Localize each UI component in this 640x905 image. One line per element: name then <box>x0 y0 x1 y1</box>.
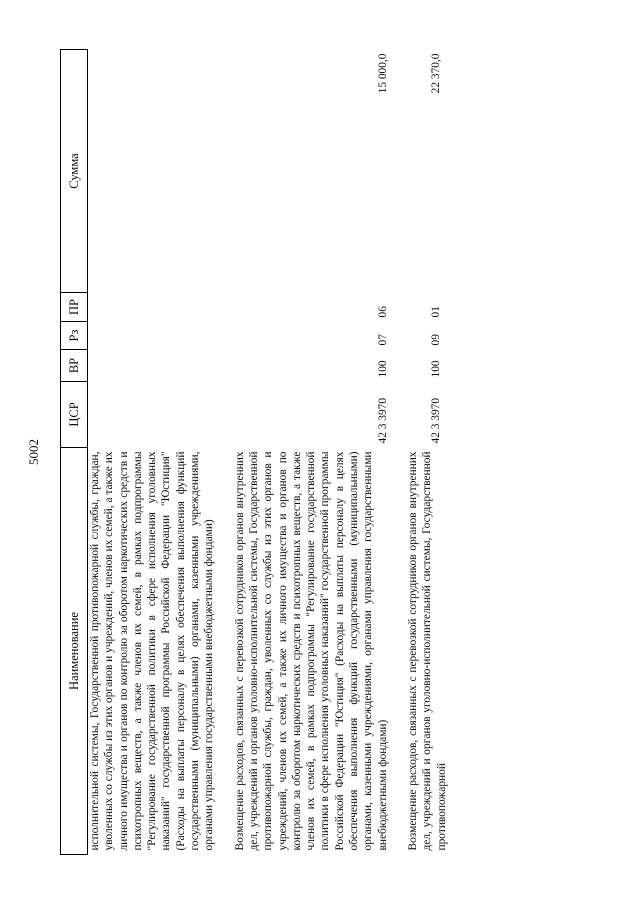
header-rz: Рз <box>61 322 88 350</box>
row-rz: 09 <box>429 334 442 346</box>
row-pr: 06 <box>376 306 389 318</box>
row-pr: 01 <box>429 306 442 318</box>
row-csr <box>88 382 223 448</box>
row-sum <box>88 50 223 293</box>
header-sum: Сумма <box>61 50 88 293</box>
table-row <box>223 50 396 855</box>
budget-table <box>60 49 449 855</box>
table-row <box>88 50 223 855</box>
row-sum: 15 000,0 <box>376 53 389 94</box>
row-sum: 22 370,0 <box>429 53 442 94</box>
table-row <box>396 50 449 855</box>
row-vr: 100 <box>429 360 442 378</box>
row-name: исполнительной системы, Государственной противопожарной службы, граждан, уволенных со службы из этих органов и учреждений, членов их семей, а также их личного имущества и органов по контролю за оборотом наркотических средств и психотропных веществ, а также членов их семей, в рамках подпрограммы "Регулирование государственной политики в сфере исполнения уголовных наказаний" государственной программы Российской Федерации "Юстиция" (Расходы на выплаты персоналу в целях обеспечения выполнения функций государственными (муниципальными) органами, казенными учреждениями, органами управления государственными внебюджетными фондами) <box>89 451 216 851</box>
header-pr: ПР <box>61 293 88 322</box>
row-rz: 07 <box>376 334 389 346</box>
rotated-page <box>60 50 588 855</box>
row-vr <box>88 350 223 382</box>
row-vr: 100 <box>376 360 389 378</box>
header-vr: ВР <box>61 350 88 382</box>
row-csr: 42 3 3970 <box>429 397 442 444</box>
header-name: Наименование <box>61 448 88 855</box>
header-csr: ЦСР <box>61 382 88 448</box>
row-name: Возмещение расходов, связанных с перевозкой сотрудников органов внутренних дел, учреждений и органов уголовно-исполнительной системы, Государственной противопожарной службы, граждан, уволенных со службы из этих органов и учреждений, членов их семей, а также их личного имущества и органов по контролю за оборотом наркотических средств и психотропных веществ, а также членов их семей, в рамках подпрограммы "Регулирование государственной политики в сфере исполнения уголовных наказаний" государственной программы Российской Федерации "Юстиция" (Расходы на выплаты персоналу в целях обеспечения выполнения функций государственными (муниципальными) органами, казенными учреждениями, органами управления государственными внебюджетными фондами) <box>233 451 389 851</box>
page-number: 5002 <box>26 439 41 465</box>
row-rz <box>88 322 223 350</box>
table-header-row <box>61 50 88 855</box>
row-name: Возмещение расходов, связанных с перевозкой сотрудников органов внутренних дел, учреждений и органов уголовно-исполнительной системы, Государственной противопожарной <box>406 451 448 851</box>
row-pr <box>88 293 223 322</box>
row-csr: 42 3 3970 <box>376 397 389 444</box>
